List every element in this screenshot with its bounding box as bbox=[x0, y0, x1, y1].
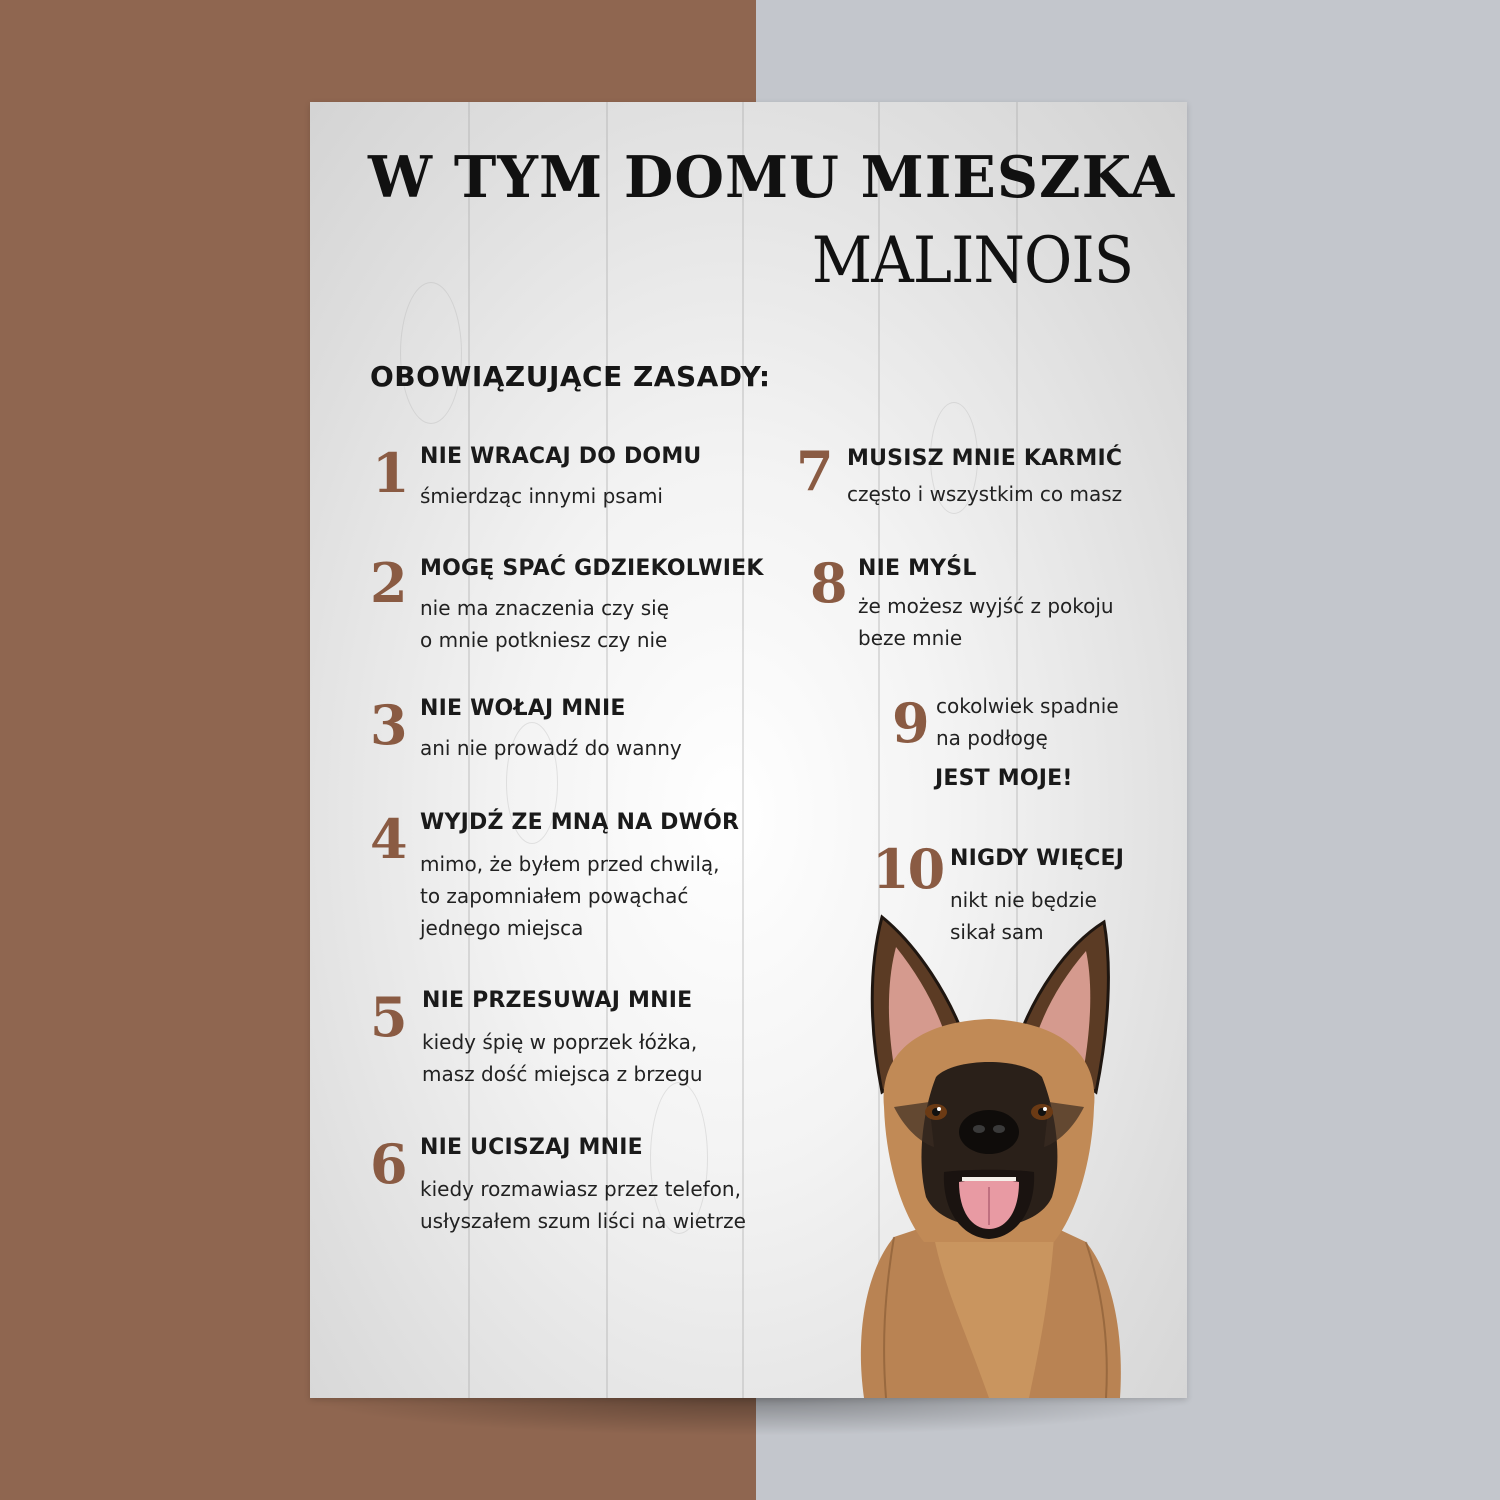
rule-text: o mnie potkniesz czy nie bbox=[420, 628, 668, 652]
rule-text: mimo, że byłem przed chwilą, bbox=[420, 852, 720, 876]
rule-title: MOGĘ SPAĆ GDZIEKOLWIEK bbox=[420, 556, 764, 581]
rule-number: 5 bbox=[370, 985, 408, 1049]
malinois-dog-illustration bbox=[824, 907, 1154, 1398]
rule-number: 7 bbox=[796, 439, 834, 503]
rule-title: JEST MOJE! bbox=[935, 766, 1073, 791]
rule-number: 9 bbox=[892, 691, 930, 755]
rule-text: sikał sam bbox=[950, 920, 1044, 944]
poster-title-breed: MALINOIS bbox=[811, 224, 1133, 298]
poster bbox=[310, 102, 1187, 1398]
rule-text: cokolwiek spadnie bbox=[936, 694, 1119, 718]
rule-text: kiedy rozmawiasz przez telefon, bbox=[420, 1177, 741, 1201]
rule-title: NIE WOŁAJ MNIE bbox=[420, 696, 626, 721]
rule-number: 3 bbox=[370, 693, 408, 757]
rule-text: kiedy śpię w poprzek łóżka, bbox=[422, 1030, 698, 1054]
rule-text: śmierdząc innymi psami bbox=[420, 484, 663, 508]
rule-text: że możesz wyjść z pokoju bbox=[858, 594, 1114, 618]
rule-number: 8 bbox=[810, 551, 848, 615]
poster-title-line1: W TYM DOMU MIESZKA bbox=[368, 144, 1176, 211]
rule-text: nikt nie będzie bbox=[950, 888, 1097, 912]
poster-shadow bbox=[300, 1396, 1200, 1436]
rule-text: nie ma znaczenia czy się bbox=[420, 596, 670, 620]
rule-number: 4 bbox=[370, 807, 408, 871]
rule-title: WYJDŹ ZE MNĄ NA DWÓR bbox=[420, 810, 740, 835]
rule-title: NIE WRACAJ DO DOMU bbox=[420, 444, 702, 469]
rule-text: to zapomniałem powąchać bbox=[420, 884, 689, 908]
rule-text: usłyszałem szum liści na wietrze bbox=[420, 1209, 746, 1233]
rule-title: NIE PRZESUWAJ MNIE bbox=[422, 988, 693, 1013]
rule-text: beze mnie bbox=[858, 626, 963, 650]
rule-text: jednego miejsca bbox=[420, 916, 584, 940]
rule-title: NIE UCISZAJ MNIE bbox=[420, 1135, 643, 1160]
rule-text: masz dość miejsca z brzegu bbox=[422, 1062, 703, 1086]
rule-number: 6 bbox=[370, 1132, 408, 1196]
wood-grain bbox=[400, 282, 462, 424]
rule-title: NIE MYŚL bbox=[858, 556, 977, 581]
rule-text: często i wszystkim co masz bbox=[847, 482, 1123, 506]
rule-number: 1 bbox=[372, 441, 410, 505]
rule-text: na podłogę bbox=[936, 726, 1048, 750]
rule-text: ani nie prowadź do wanny bbox=[420, 736, 682, 760]
plank-seam bbox=[742, 102, 744, 1398]
rule-title: MUSISZ MNIE KARMIĆ bbox=[847, 446, 1123, 471]
rule-number: 10 bbox=[872, 837, 944, 901]
rule-title: NIGDY WIĘCEJ bbox=[950, 846, 1125, 871]
rule-number: 2 bbox=[370, 551, 408, 615]
rules-heading: OBOWIĄZUJĄCE ZASADY: bbox=[370, 360, 771, 393]
